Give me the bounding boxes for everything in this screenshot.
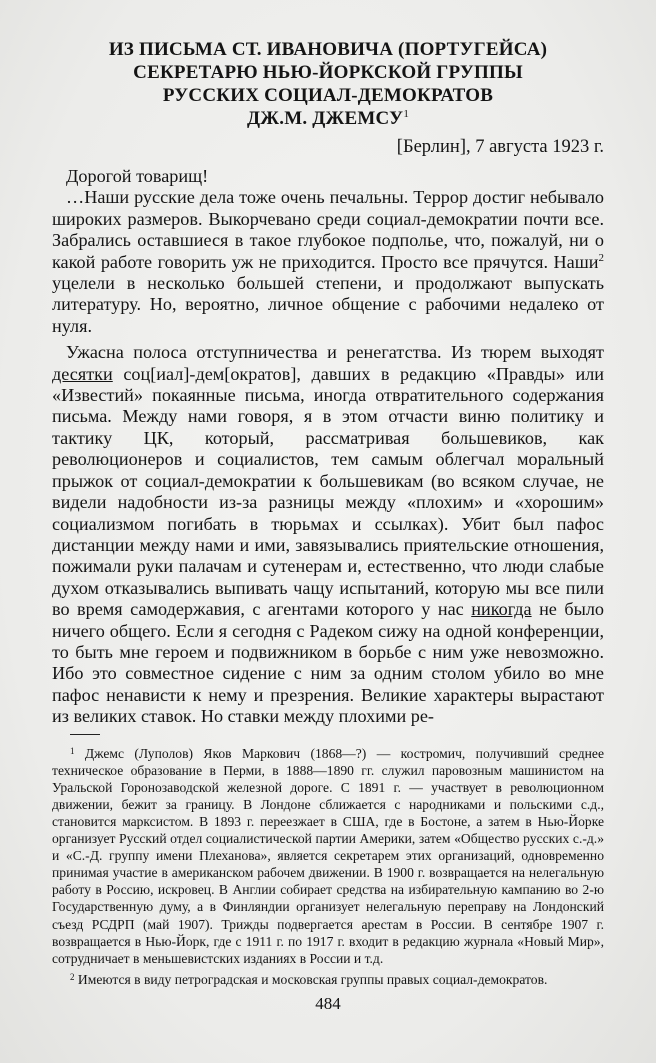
footnote-1 — [52, 745, 604, 967]
paragraph-2-part-c: не было ничего общего. Если я сегодня с Радеком сижу на одной конференции, то быть мне героем и подвижником в борьбе с ним уже невозможно. Ибо это совместное сидение с ним за одним столом убило во мне пафос ненависти к нему и презрения. Великие характеры вырастают из великих ставок. Но ставки между плохими ре- — [52, 599, 604, 727]
letter-title — [52, 38, 604, 130]
letter-body — [52, 166, 604, 728]
salutation: Дорогой товарищ! — [66, 166, 209, 186]
paragraph-1-part-a: …Наши русские дела тоже очень печальны. Террор достиг небывало широких размеров. Выкорчевано среди социал-демократии почти все. Забрались оставшиеся в такое глубокое подполье, что, пожалуй, ни о какой работе говорить уж не приходится. Просто все прячутся. Наши — [52, 187, 604, 272]
underlined-word-desyatki: десятки — [52, 363, 113, 384]
footnote-1-text: Джемс (Луполов) Яков Маркович (1868—?) — костромич, получивший среднее техническое образование в Перми, в 1888—1890 гг. служил паровозным машинистом на Уральской Горонозаводской железной дороге. С 1891 г. — участвует в революционном движении, бежит за границу. В Лондоне сближается с народниками и польскими с.д., становится марксистом. В 1893 г. переезжает в США, где в Бостоне, а затем в Нью-Йорке организует Русский отдел социалистической партии Америки, затем «Общество русских с.-д.» и «С.-Д. группу имени Плеханова», является секретарем этих организаций, одновременно принимая участие в американском рабочем движении. В 1900 г. возвращается на нелегальную работу в Россию, искровец. В Англии собирает средства на избирательную кампанию во 2-ю Государственную думу, а в Финляндии организует нелегальную переправу на Лондонский съезд РСДРП (май 1907). Трижды подвергается арестам в России. В сентябре 1907 г. возвращается в Нью-Йорк, где с 1911 г. по 1917 г. входит в редакцию журнала «Новый Мир», сотрудничает в меньшевистских изданиях в России и т.д. — [52, 745, 604, 966]
footnote-separator — [70, 734, 100, 735]
footnote-2-mark: 2 — [70, 971, 75, 982]
title-line-1: ИЗ ПИСЬМА СТ. ИВАНОВИЧА (ПОРТУГЕЙСА) — [108, 39, 548, 60]
page-number: 484 — [315, 994, 341, 1013]
paragraph-2 — [52, 342, 604, 727]
title-footnote-marker: 1 — [403, 108, 410, 120]
paragraph-1 — [52, 187, 604, 337]
footnote-1-mark: 1 — [70, 745, 75, 756]
title-line-3: РУССКИХ СОЦИАЛ-ДЕМОКРАТОВ — [162, 85, 494, 106]
paragraph-2-part-a: Ужасна полоса отступничества и ренегатства. Из тюрем выходят — [66, 342, 604, 363]
footnotes — [52, 745, 604, 988]
title-line-4: ДЖ.М. ДЖЕМСУ — [246, 108, 404, 129]
dateline: [Берлин], 7 августа 1923 г. — [396, 137, 604, 157]
footnote-marker-2: 2 — [598, 251, 604, 264]
footnote-2-text: Имеются в виду петроградская и московская группы правых социал-демократов. — [77, 971, 548, 987]
paragraph-2-part-b: соц[иал]-дем[ократов], давших в редакцию «Правды» или «Известий» покаянные письма, иногда отвратительного содержания письма. Между нами говоря, я в этом отчасти виню политику и тактику ЦК, который, рассматривая большевиков, как революционеров и социалистов, тем самым облегчал моральный прыжок от социал-демократии к большевикам (во всяком случае, не видели надобности из-за разницы между «плохим» и «хорошим» социализмом погибать в тюрьмах и ссылках). Убит был пафос дистанции между нами и ими, завязывались приятельские отношения, пожимали руки палачам и сутенерам и, естественно, что люди слабые духом отказывались выпивать чащу испытаний, которую мы все пили во время самодержавия, с агентами которого у нас — [52, 363, 604, 620]
underlined-word-nikogda: никогда — [471, 599, 532, 620]
title-line-2: СЕКРЕТАРЮ НЬЮ-ЙОРКСКОЙ ГРУППЫ — [133, 62, 523, 83]
paragraph-1-part-b: уцелели в несколько большей степени, и продолжают выпускать литературу. Но, вероятно, личное общение с рабочими недалеко от нуля. — [52, 273, 604, 336]
footnote-2 — [52, 971, 604, 988]
